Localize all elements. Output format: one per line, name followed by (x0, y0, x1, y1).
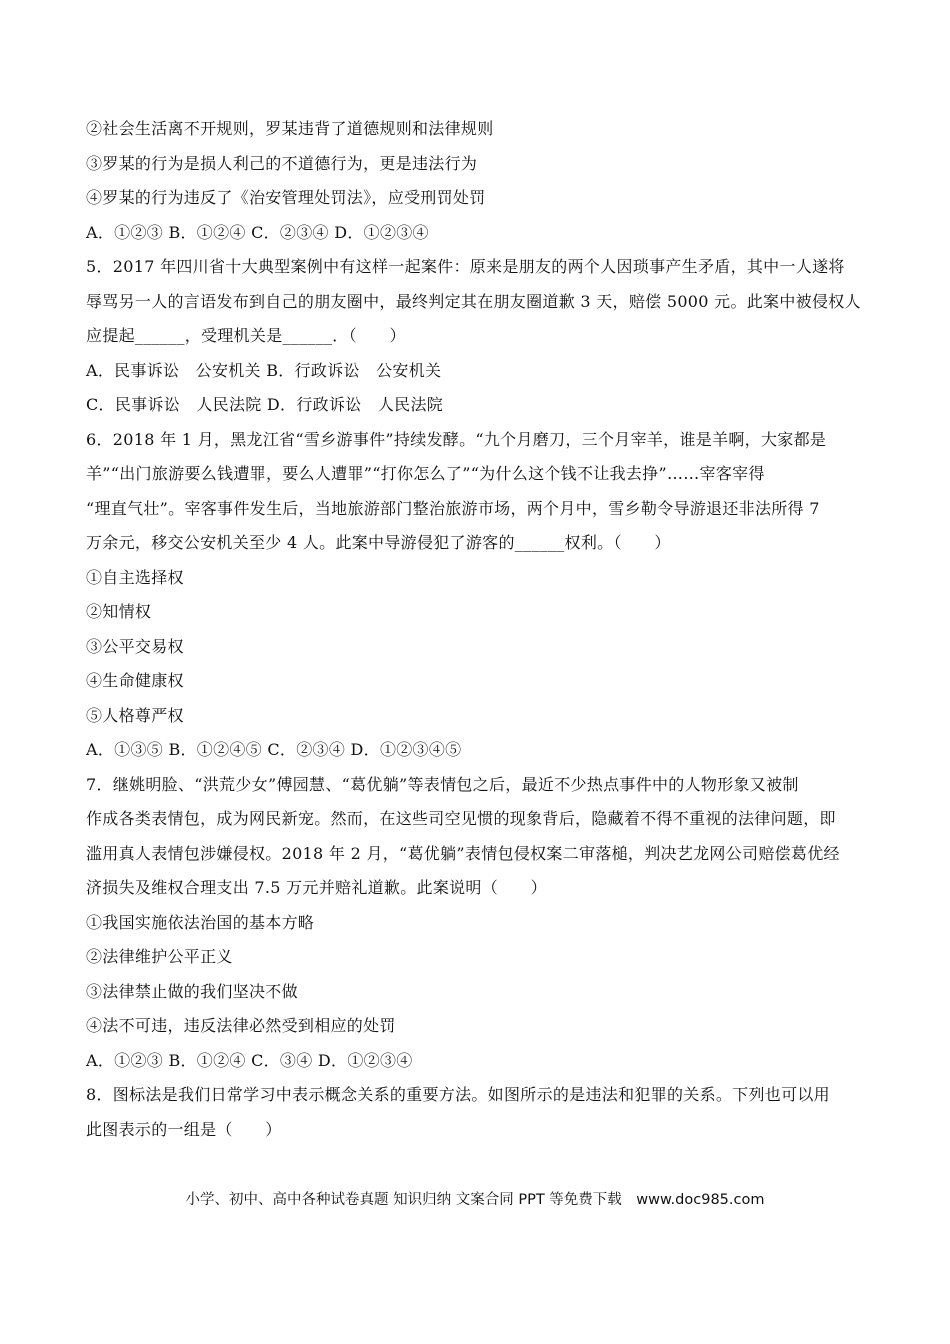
option-line: ②社会生活离不开规则，罗某违背了道德规则和法律规则 (86, 119, 494, 138)
answer-choices: A．①②③ B．①②④ C．②③④ D．①②③④ (86, 222, 429, 242)
question-stem-line: “理直气壮”。宰客事件发生后，当地旅游部门整治旅游市场，两个月中，雪乡勒令导游退还非法所得 7 (86, 498, 820, 518)
option-line: ②知情权 (86, 602, 152, 621)
question-content (86, 112, 876, 1147)
question-stem-line: 5．2017 年四川省十大典型案例中有这样一起案件：原来是朋友的两个人因琐事产生矛盾，其中一人遂将 (86, 257, 845, 276)
answer-choices: A．①②③ B．①②④ C．③④ D．①②③④ (86, 1050, 413, 1070)
question-stem-line: 作成各类表情包，成为网民新宠。然而，在这些司空见惯的现象背后，隐藏着不得不重视的法律问题，即 (86, 809, 836, 828)
option-line: ①自主选择权 (86, 567, 184, 587)
page-footer: 小学、初中、高中各种试卷真题 知识归纳 文案合同 PPT 等免费下载 www.doc985.com (185, 1192, 765, 1208)
option-line: ④法不可违，违反法律必然受到相应的处罚 (86, 1016, 396, 1035)
option-line: ④罗某的行为违反了《治安管理处罚法》，应受刑罚处罚 (86, 188, 486, 207)
question-6 (86, 423, 876, 768)
question-7 (86, 768, 876, 1079)
question-stem-line: 济损失及维权合理支出 7.5 万元并赔礼道歉。此案说明（ ） (86, 878, 547, 897)
option-line: ⑤人格尊严权 (86, 705, 184, 725)
question-stem-line: 此图表示的一组是（ ） (86, 1119, 282, 1139)
option-line: ②法律维护公平正义 (86, 947, 233, 966)
question-stem-line: 6．2018 年 1 月，黑龙江省“雪乡游事件”持续发酵。“九个月磨刀，三个月宰羊，谁是羊啊，大家都是 (86, 429, 827, 449)
option-line: ③罗某的行为是损人利己的不道德行为，更是违法行为 (86, 153, 478, 173)
question-stem-line: 7．继姚明脸、“洪荒少女”傅园慧、“葛优躺”等表情包之后，最近不少热点事件中的人物形象又被制 (86, 774, 799, 794)
option-line: ④生命健康权 (86, 671, 184, 690)
question-stem-line: 应提起______，受理机关是______．（ ） (86, 326, 406, 345)
question-stem-line: 羊”“出门旅游要么钱遭罪，要么人遭罪”“打你怎么了”“为什么这个钱不让我去挣”……宰客宰得 (86, 464, 765, 483)
option-line: ①我国实施依法治国的基本方略 (86, 912, 315, 932)
option-line: ③法律禁止做的我们坚决不做 (86, 981, 298, 1001)
question-stem-line: 辱骂另一人的言语发布到自己的朋友圈中，最终判定其在朋友圈道歉 3 天，赔偿 5000 元。此案中被侵权人 (86, 291, 861, 311)
answer-choices: A．①③⑤ B．①②④⑤ C．②③④ D．①②③④⑤ (86, 740, 462, 759)
option-line: ③公平交易权 (86, 636, 184, 656)
question-4-continued (86, 112, 876, 250)
question-stem-line: 滥用真人表情包涉嫌侵权。2018 年 2 月，“葛优躺”表情包侵权案二审落槌，判决艺龙网公司赔偿葛优经 (86, 843, 840, 863)
answer-choices: C．民事诉讼 人民法院 D．行政诉讼 人民法院 (86, 395, 444, 414)
question-5 (86, 250, 876, 423)
question-8 (86, 1078, 876, 1147)
answer-choices: A．民事诉讼 公安机关 B．行政诉讼 公安机关 (86, 360, 442, 380)
question-stem-line: 8．图标法是我们日常学习中表示概念关系的重要方法。如图所示的是违法和犯罪的关系。下列也可以用 (86, 1085, 830, 1104)
question-stem-line: 万余元，移交公安机关至少 4 人。此案中导游侵犯了游客的______权利。（ ） (86, 533, 671, 552)
